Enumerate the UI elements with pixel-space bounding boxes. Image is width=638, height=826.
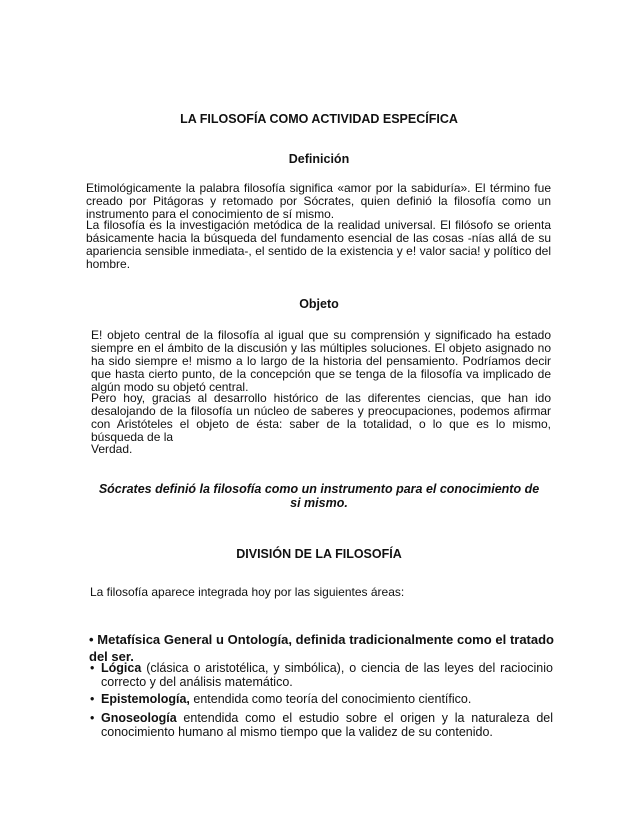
list-item-logica [90, 661, 553, 689]
list-item-gnoseologia [90, 711, 553, 739]
definicion-paragraph-2: La filosofía es la investigación metódica de la realidad universal. El filósofo se orienta básicamente hacia la búsqueda del fundamento esencial de las cosas -nías allá de su apariencia sensible inmediata-, el sentido de la existencia y e! valor sacia! y político del hombre. [86, 218, 551, 271]
objeto-paragraph-1: E! objeto central de la filosofía al igual que su comprensión y significado ha estado siempre en el ámbito de la discusión y las múltiples soluciones. El objeto asignado no ha sido siempre e! mismo a lo largo de la historia del pensamiento. Podríamos decir que hasta cierto punto, de la concepción que se tenga de la filosofía va implicado de algún modo su objetó central. [91, 328, 551, 394]
list-item-text: (clásica o aristotélica, y simbólica), o ciencia de las leyes del raciocinio correcto y del análisis matemático. [101, 661, 553, 689]
objeto-paragraph-2: Pero hoy, gracias al desarrollo histórico de las diferentes ciencias, que han ido desalojando de la filosofía un núcleo de saberes y preocupaciones, podemos afirmar con Aristóteles el objeto de ésta: saber de la totalidad, o lo que es lo mismo, búsqueda de la [91, 391, 551, 444]
list-item-term: Lógica [101, 661, 142, 675]
definicion-heading: Definición [288, 152, 350, 166]
bullet-symbol: • [90, 692, 95, 706]
bullet-symbol: • [89, 632, 94, 647]
socrates-quote: Sócrates definió la filosofía como un instrumento para el conocimiento de si mismo. [98, 482, 540, 510]
document-title: LA FILOSOFÍA COMO ACTIVIDAD ESPECÍFICA [180, 112, 458, 126]
definicion-paragraph-1: Etimológicamente la palabra filosofía significa «amor por la sabiduría». El término fue creado por Pitágoras y retomado por Sócrates, quien definió la filosofía como un instrumento para el conocimiento de sí mismo. [86, 181, 551, 221]
list-item-epistemologia [90, 692, 553, 706]
objeto-paragraph-2-end: Verdad. [91, 442, 133, 456]
bullet-symbol: • [90, 661, 95, 675]
objeto-heading: Objeto [299, 297, 339, 311]
list-item-term: Epistemología, [101, 692, 190, 706]
list-item-text: Metafísica General u Ontología, definida tradicionalmente como el tratado del ser. [89, 632, 554, 664]
list-item-text: entendida como teoría del conocimiento científico. [189, 692, 472, 706]
bullet-symbol: • [90, 711, 95, 725]
list-item-term: Gnoseología [101, 711, 177, 725]
list-item-text: entendida como el estudio sobre el origen y la naturaleza del conocimiento humano al mismo tiempo que la validez de su contenido. [101, 711, 553, 739]
list-item-metafisica [89, 631, 554, 665]
division-intro: La filosofía aparece integrada hoy por las siguientes áreas: [90, 585, 405, 599]
division-heading: DIVISIÓN DE LA FILOSOFÍA [236, 547, 402, 561]
